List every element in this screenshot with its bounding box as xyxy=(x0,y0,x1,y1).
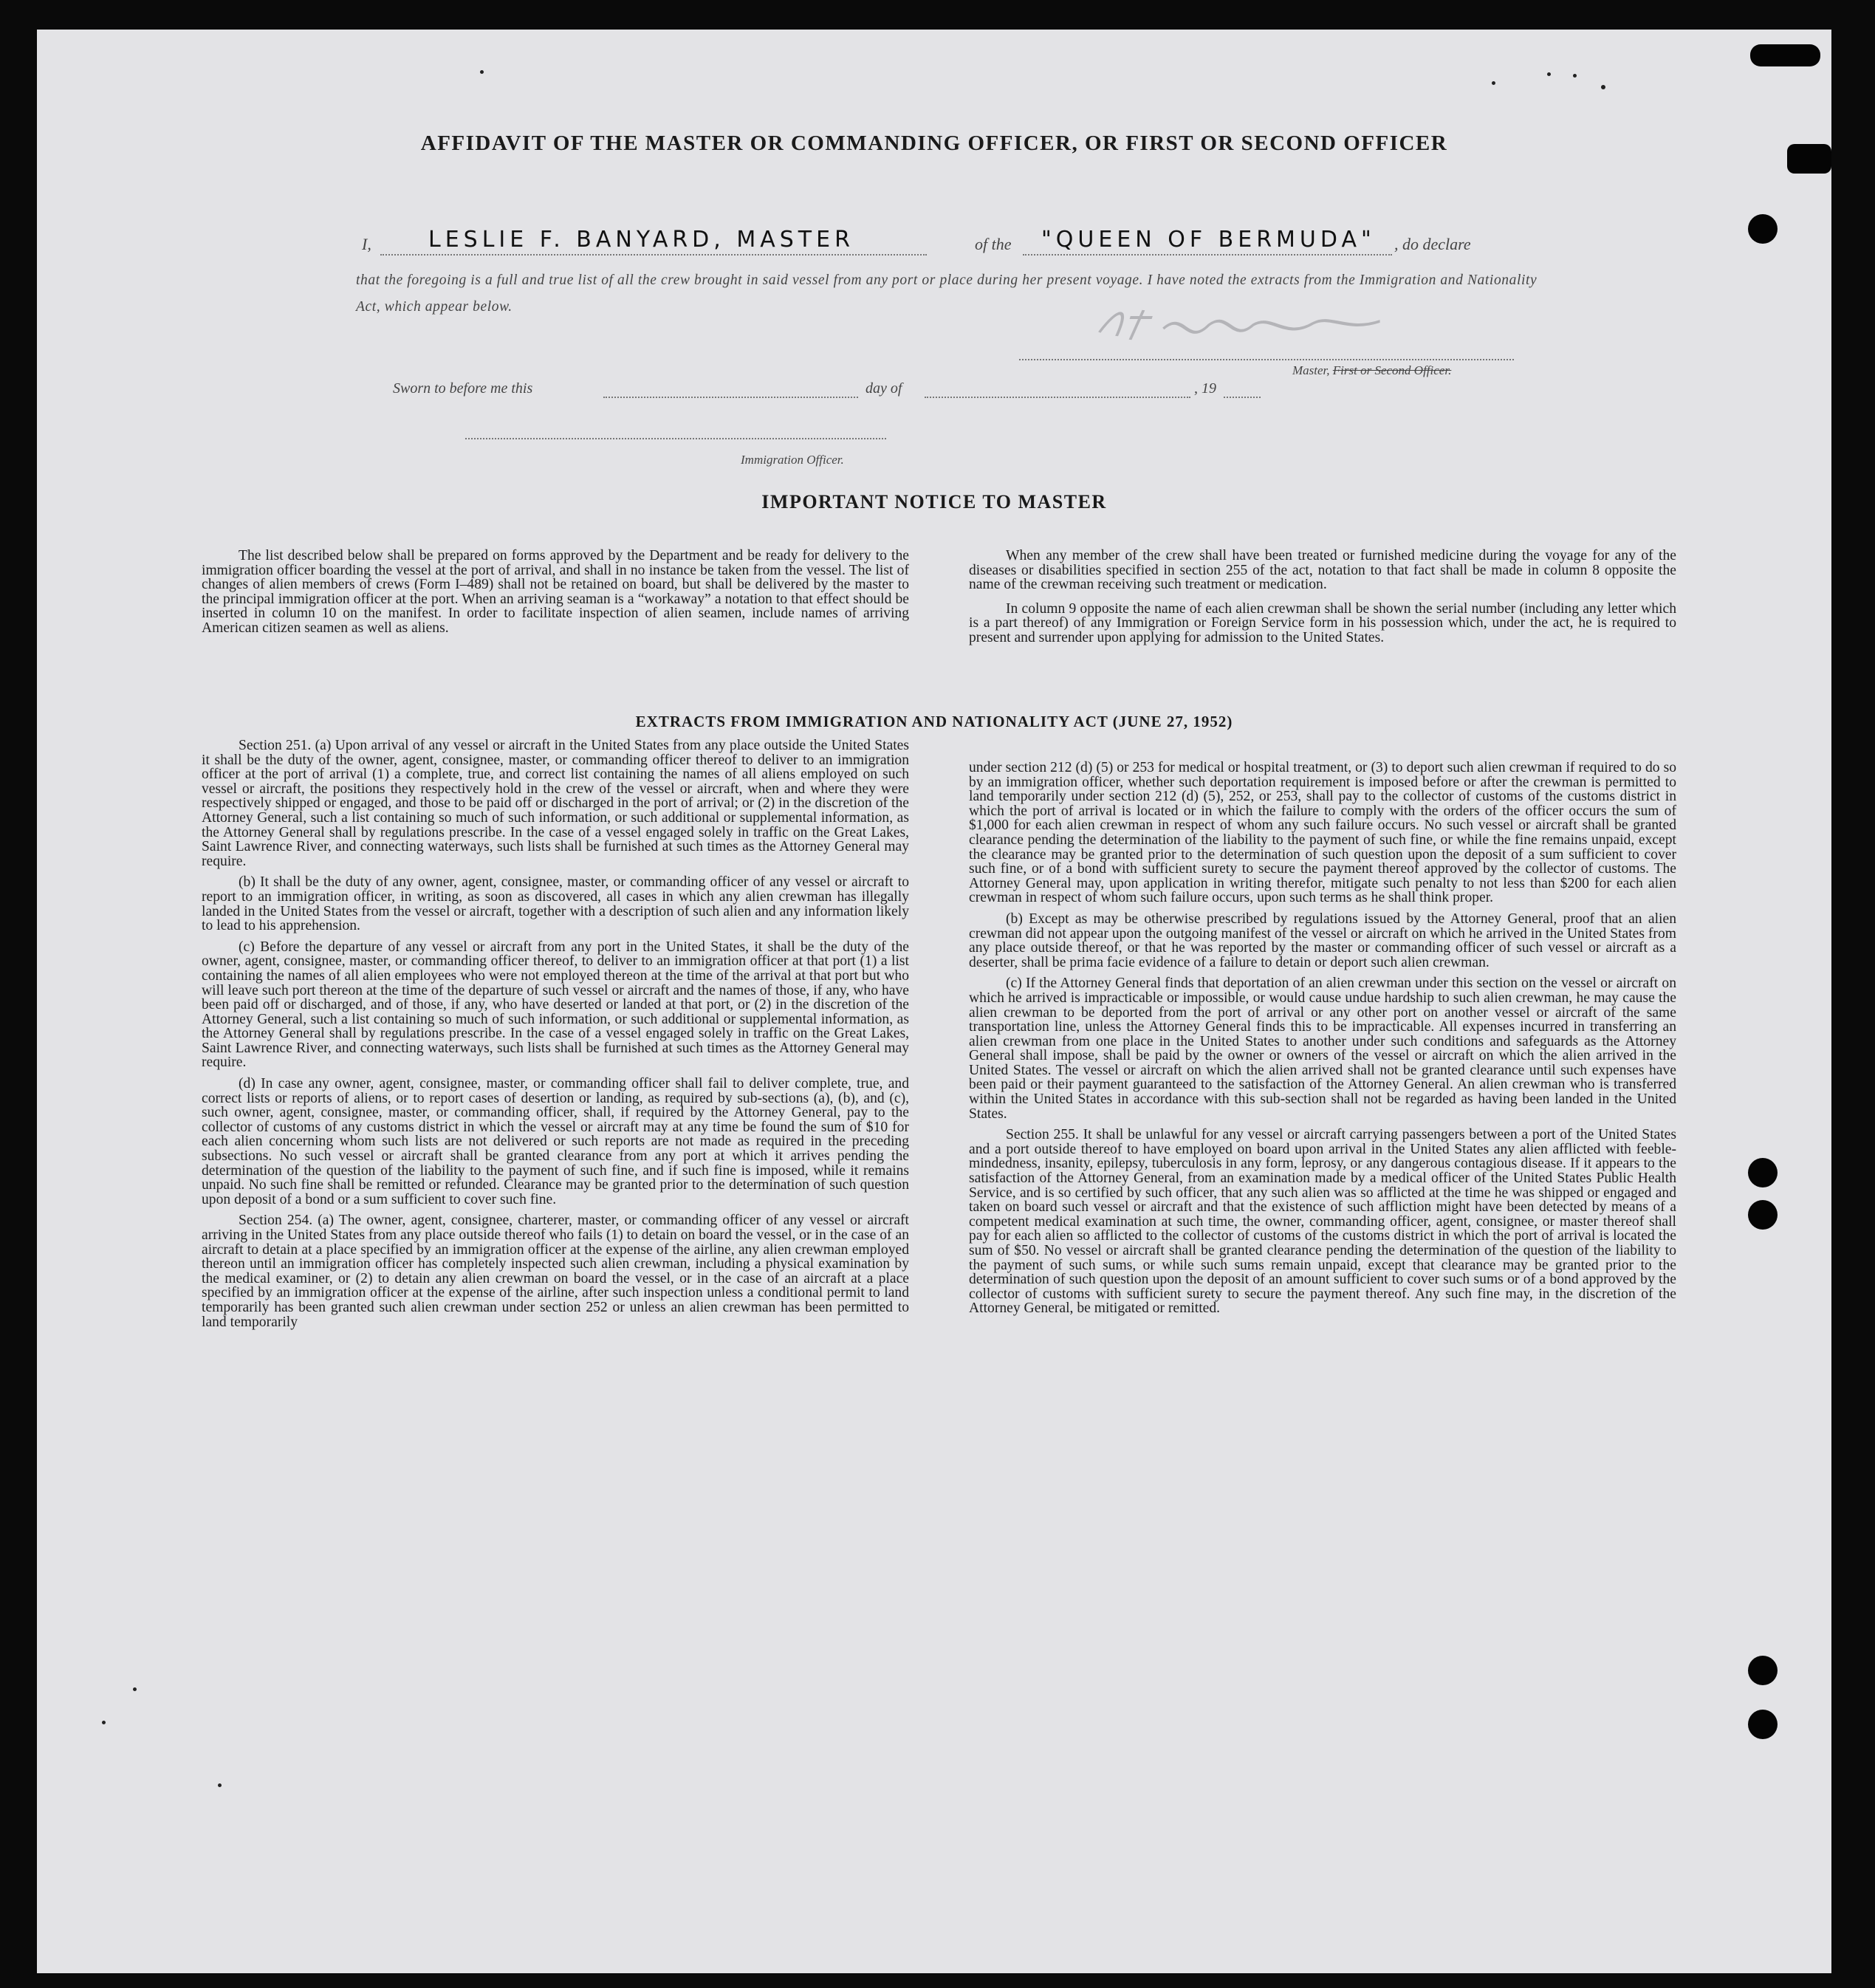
notice-paragraph: The list described below shall be prepared on forms approved by the Department and be ready for delivery to the immigration officer boarding the vessel at the port of arrival, and shall in no instance be taken from the vessel. The list of changes of alien members of crews (Form I–489) shall not be retained on board, but shall be delivered by the master to the principal immigration officer at the port. When an arriving seaman is a “workaway” a notation to that effect should be inserted in column 10 on the manifest. In order to facilitate inspection of alien seamen, include names of arriving American citizen seamen as well as aliens. xyxy=(202,548,909,636)
speck-mark xyxy=(1492,81,1495,85)
speck-mark xyxy=(1601,85,1605,89)
of-the-label: of the xyxy=(975,235,1012,253)
speck-mark xyxy=(1573,74,1577,78)
sworn-month-dotted xyxy=(925,385,1190,398)
section-251-d: (d) In case any owner, agent, consignee, master, or commanding officer shall fail to deliver complete, true, and correct lists or reports of aliens, or to report cases of desertion or landing, as required by sub-sections (a), (b), and (c), such owner, agent, consignee, master, or commanding officer, shall, if required by the Attorney General, pay to the collector of customs of any customs district in which the vessel or aircraft may at any time be found the sum of $10 for each alien concerning whom such lists are not delivered or such reports are not made as required in the preceding subsections. No such vessel or aircraft shall be granted clearance from any port at which it arrives pending the determination of the question of the liability to the payment of such fine, and if such fine is imposed, while it remains unpaid. No such fine shall be remitted or refunded. Clearance may be granted prior to the determination of such question upon deposit of a bond or a sum sufficient to cover such fine. xyxy=(202,1076,909,1207)
affidavit-title: AFFIDAVIT OF THE MASTER OR COMMANDING OFFICER, OR FIRST OR SECOND OFFICER xyxy=(420,131,1448,155)
section-251-c: (c) Before the departure of any vessel or aircraft from any port in the United States, it shall be the duty of the owner, agent, consignee, master, or commanding officer thereof, to deliver to an immigration officer at that port (1) a list containing the names of all alien employees who were not employed thereon at the time of the arrival at that port but who will leave such port thereon at the time of the departure of such vessel or aircraft and the names of those, if any, who have been paid off or discharged, and of those, if any, who have deserted or landed at that port, or (2) in the discretion of the Attorney General, such a list containing so much of such information, or such additional or supplemental information, as the Attorney General shall by regulations prescribe. In the case of a vessel engaged solely in traffic on the Great Lakes, Saint Lawrence River, and connecting waterways, such lists shall be furnished at such times as the Attorney General may require. xyxy=(202,939,909,1071)
edge-blot-icon xyxy=(1787,144,1831,174)
speck-mark xyxy=(218,1783,222,1787)
section-254-b: (b) Except as may be otherwise prescribed by regulations issued by the Attorney General, proof that an alien crewman did not appear upon the outgoing manifest of the vessel or aircraft on which he arrived in the United States from any place outside thereof, or that he was reported by the master or commanding officer of such vessel or aircraft as a deserter, shall be prima facie evidence of a failure to detain or deport such alien crewman. xyxy=(969,911,1676,970)
speck-mark xyxy=(480,70,484,74)
speck-mark xyxy=(1547,72,1551,76)
master-name-handwritten: LESLIE F. BANYARD, MASTER xyxy=(428,227,854,253)
signature-caption xyxy=(1292,363,1451,378)
signature xyxy=(1088,303,1400,356)
edge-blot-icon xyxy=(1750,44,1820,66)
binder-hole-icon xyxy=(1748,1158,1778,1187)
extracts-left-column xyxy=(202,738,909,1329)
binder-hole-icon xyxy=(1748,1656,1778,1685)
binder-hole-icon xyxy=(1748,214,1778,244)
i-label: I, xyxy=(362,235,371,253)
extracts-right-column xyxy=(969,761,1676,1316)
signature-line xyxy=(1019,358,1514,360)
officer-caption: Immigration Officer. xyxy=(741,453,844,467)
section-251-a: Section 251. (a) Upon arrival of any vessel or aircraft in the United States from any place outside the United States it shall be the duty of the owner, agent, consignee, master, or commanding officer thereof to deliver to an immigration officer at the port of arrival (1) a complete, true, and correct list containing the names of all aliens employed on such vessel or aircraft, the positions they respectively hold in the crew of the vessel or aircraft, when and where they were respectively shipped or engaged, and those to be paid off or discharged in the port of arrival; or (2) in the discretion of the Attorney General, such a list containing so much of such information, or such additional or supplemental information, as the Attorney General shall by regulations prescribe. In the case of a vessel engaged solely in traffic on the Great Lakes, Saint Lawrence River, and connecting waterways, such lists shall be furnished at such times as the Attorney General may require. xyxy=(202,738,909,869)
vessel-dotted-line xyxy=(1023,254,1392,256)
notice-left-column xyxy=(202,549,909,636)
name-dotted-line xyxy=(380,254,927,256)
section-254-a: Section 254. (a) The owner, agent, consignee, charterer, master, or commanding officer of any vessel or aircraft arriving in the United States from any place outside thereof who fails (1) to detain on board the vessel, or in the case of an aircraft to detain at a place specified by an immigration officer at the expense of the airline, any alien crewman employed thereon until an immigration officer has completely inspected such alien crewman, including a physical examination by the medical examiner, or (2) to detain any alien crewman on board the vessel, or in the case of an aircraft at a place specified by an immigration officer at the expense of the airline, after such inspection unless a conditional permit to land temporarily has been granted such alien crewman under section 252 or unless an alien crewman has been permitted to land temporarily xyxy=(202,1213,909,1330)
day-of-label: day of xyxy=(865,380,902,397)
document-page xyxy=(37,30,1831,1973)
sworn-label: Sworn to before me this xyxy=(393,380,533,397)
year-label: , 19 xyxy=(1194,380,1216,397)
sworn-day-dotted xyxy=(603,385,858,398)
declaration-text: that the foregoing is a full and true list of all the crew brought in said vessel from any port or place during her present voyage. I have noted the extracts from the Immigration and Nationality Act, which appear below. xyxy=(356,273,1538,315)
notice-right-column xyxy=(969,549,1676,645)
binder-hole-icon xyxy=(1748,1710,1778,1739)
extracts-title: EXTRACTS FROM IMMIGRATION AND NATIONALITY ACT (JUNE 27, 1952) xyxy=(635,713,1233,730)
struck-officer-caption: First or Second Officer. xyxy=(1332,363,1452,377)
vessel-name-handwritten: "QUEEN OF BERMUDA" xyxy=(1041,227,1376,253)
sworn-year-dotted xyxy=(1224,385,1261,398)
officer-signature-line xyxy=(465,438,886,439)
speck-mark xyxy=(102,1721,106,1724)
section-254-a-continued: under section 212 (d) (5) or 253 for medical or hospital treatment, or (3) to deport such alien crewman if required to do so by an immigration officer, whether such deportation requirement is imposed before or after the crewman is permitted to land temporarily under section 212 (d) (5), 252, or 253, shall pay to the collector of customs of the customs district in which the port of arrival is located or in which the failure to comply with the orders of the officer occurs the sum of $1,000 for each alien crewman in respect of whom any such failure occurs. No such vessel or aircraft shall be granted clearance pending the determination of the liability to the payment of such fine, or while the fine remains unpaid, except the clearance may be granted prior to the determination of such question upon the deposit of a sum sufficient to cover such fine, or of a bond with sufficient surety to secure the payment thereof approved by the collector of customs. The Attorney General may, upon application in writing therefor, mitigate such penalty to not less than $200 for each alien crewman in respect of whom such failure occurs, upon such terms as he shall think proper. xyxy=(969,760,1676,906)
do-declare-label: , do declare xyxy=(1394,235,1471,253)
section-251-b: (b) It shall be the duty of any owner, agent, consignee, master, or commanding officer of any vessel or aircraft to report to an immigration officer, in writing, as soon as discovered, all cases in which any alien crewman has illegally landed in the United States from the vessel or aircraft, together with a description of such alien and any information likely to lead to his apprehension. xyxy=(202,874,909,934)
notice-paragraph: In column 9 opposite the name of each alien crewman shall be shown the serial number (including any letter which is a part thereof) of any Immigration or Foreign Service form in his possession which, under the act, he is required to present and surrender upon applying for admission to the United States. xyxy=(969,600,1676,645)
declaration-line xyxy=(362,223,1551,260)
notice-paragraph: When any member of the crew shall have been treated or furnished medicine during the voyage for any of the diseases or disabilities specified in section 255 of the act, notation to that fact shall be made in column 8 opposite the name of the crewman receiving such treatment or medication. xyxy=(969,548,1676,593)
speck-mark xyxy=(133,1687,137,1691)
section-254-c: (c) If the Attorney General finds that deportation of an alien crewman under this section on the vessel or aircraft on which he arrived is impracticable or impossible, or would cause undue hardship to such alien crewman, he may cause the alien crewman to be deported from the port of arrival or any other port on another vessel or aircraft of the same transportation line, unless the Attorney General finds this to be impracticable. All expenses incurred in transferring an alien crewman from one place in the United States to another under such conditions and safeguards as the Attorney General shall impose, shall be paid by the owner or owners of the vessel or aircraft on which the alien arrived in the United States. The vessel or aircraft on which the alien arrived shall not be granted clearance until such expenses have been paid or their payment guaranteed to the satisfaction of the Attorney General. An alien crewman who is transferred within the United States in accordance with this sub-section shall not be regarded as having been landed in the United States. xyxy=(969,976,1676,1122)
master-caption: Master, xyxy=(1292,363,1330,377)
signature-scrawl-icon xyxy=(1091,303,1400,347)
section-255: Section 255. It shall be unlawful for any vessel or aircraft carrying passengers between a port of the United States and a port outside thereof to have employed on board upon arrival in the United States any alien afflicted with feeble-mindedness, insanity, epilepsy, tuberculosis in any form, leprosy, or any dangerous contagious disease. If it appears to the satisfaction of the Attorney General, from an examination made by a medical officer of the United States Public Health Service, and is so certified by such officer, that any such alien was so afflicted at the time he was shipped or engaged and taken on board such vessel or aircraft and that the existence of such affliction might have been detected by means of a competent medical examination at such time, the owner, commanding officer, agent, consignee, or master thereof shall pay for each alien so afflicted to the collector of customs of the customs district in which the port of arrival is located the sum of $50. No vessel or aircraft shall be granted clearance pending the determination of the question of the liability to the payment of such sums, or while such sums remain unpaid, except that clearance may be granted prior to the determination of such question upon the deposit of an amount sufficient to cover such sums or of a bond approved by the collector of customs with sufficient surety to secure the payment thereof. Any such fine may, in the discretion of the Attorney General, be mitigated or remitted. xyxy=(969,1127,1676,1317)
binder-hole-icon xyxy=(1748,1200,1778,1230)
notice-title: IMPORTANT NOTICE TO MASTER xyxy=(761,491,1107,513)
